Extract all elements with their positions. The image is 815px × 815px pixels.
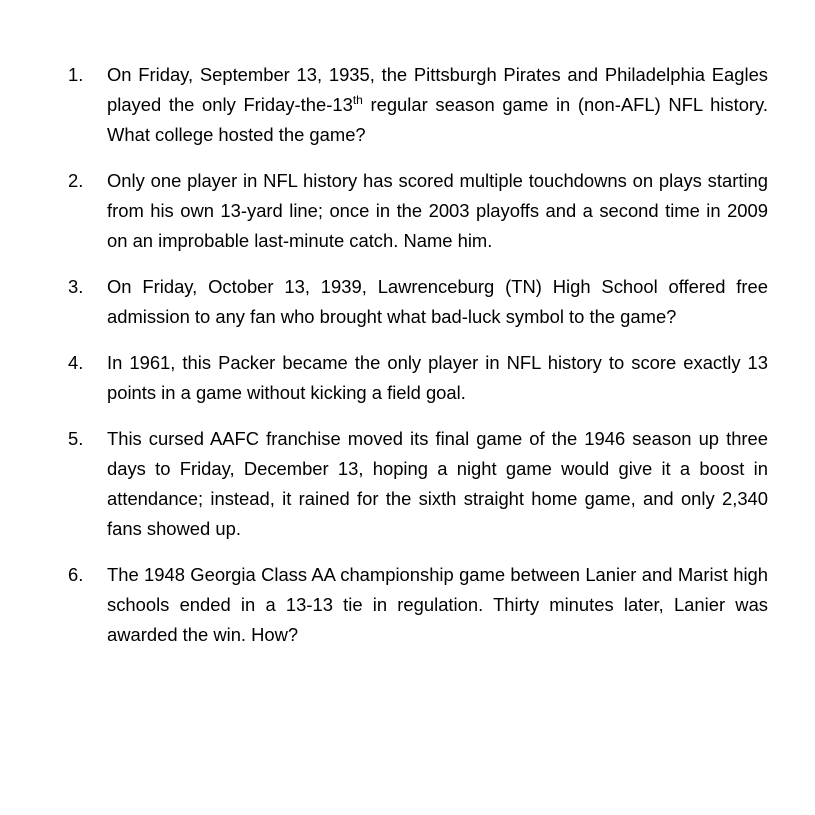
question-item-2 [68,166,768,256]
question-text: Only one player in NFL history has scored multiple touchdowns on plays starting from his own 13-yard line; once in the 2003 playoffs and a second time in 2009 on an improbable last-minute catch. Name him. [107,170,768,251]
question-text: The 1948 Georgia Class AA championship game between Lanier and Marist high schools ended in a 13-13 tie in regulation. Thirty minutes later, Lanier was awarded the win. How? [107,564,768,645]
question-text: On Friday, October 13, 1939, Lawrenceburg (TN) High School offered free admission to any fan who brought what bad-luck symbol to the game? [107,276,768,327]
question-text-part: On Friday, September 13, 1935, the Pittsburgh Pirates and Philadelphia Eagles played the only Friday-the-13 [107,64,768,115]
question-item-6 [68,560,768,650]
question-item-3 [68,272,768,332]
question-number: 6. [68,564,84,585]
question-number: 2. [68,170,84,191]
question-item-4 [68,348,768,408]
question-item-1 [68,60,768,150]
ordinal-superscript: th [352,93,363,107]
question-number: 4. [68,352,84,373]
question-number: 5. [68,428,84,449]
question-number: 1. [68,64,84,85]
question-item-5 [68,424,768,544]
question-text: In 1961, this Packer became the only player in NFL history to score exactly 13 points in a game without kicking a field goal. [107,352,768,403]
question-list [68,60,768,666]
question-text-part: regular season game in (non-AFL) NFL history. What college hosted the game? [107,94,768,145]
question-text [107,60,768,150]
question-text: This cursed AAFC franchise moved its final game of the 1946 season up three days to Friday, December 13, hoping a night game would give it a boost in attendance; instead, it rained for the sixth straight home game, and only 2,340 fans showed up. [107,428,768,539]
question-number: 3. [68,276,84,297]
